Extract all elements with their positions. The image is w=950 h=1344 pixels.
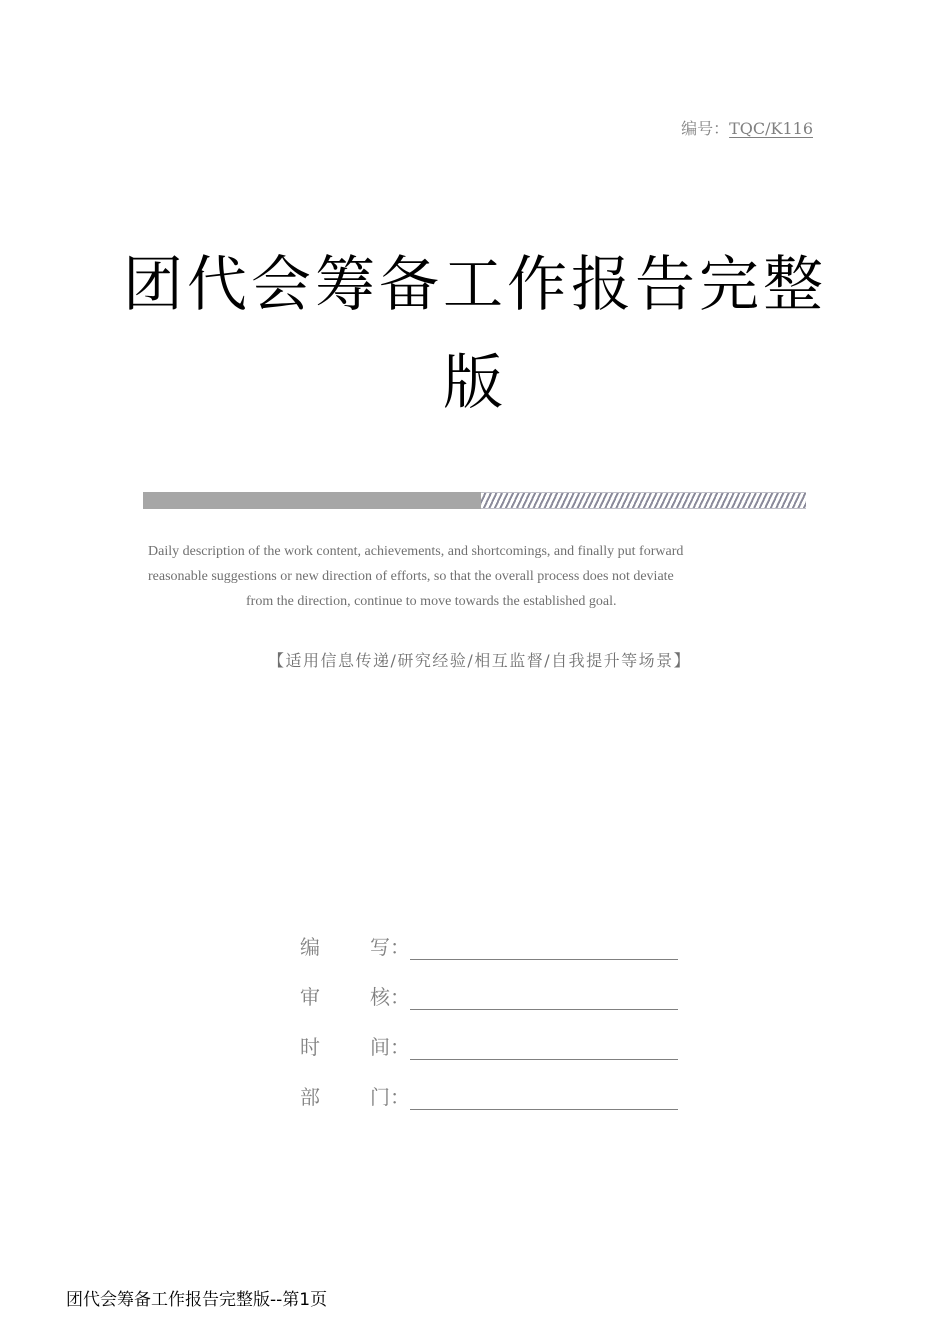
form-field-department[interactable]	[410, 1085, 678, 1110]
document-title	[120, 236, 830, 432]
description-line-2: reasonable suggestions or new direction of efforts, so that the overall process does not deviate	[148, 569, 674, 584]
form-label-reviewer	[300, 982, 410, 1012]
form-label-colon: ：	[390, 985, 410, 1009]
signature-form	[300, 912, 678, 1112]
divider-solid-bar	[143, 492, 481, 509]
document-description	[148, 539, 693, 614]
form-row-time	[300, 1012, 678, 1062]
form-label-char: 间	[370, 1035, 390, 1059]
form-row-author	[300, 912, 678, 962]
document-code-value: TQC/K116	[729, 119, 813, 138]
form-label-char: 部	[300, 1085, 320, 1109]
document-code	[681, 116, 813, 139]
title-line-1: 团代会筹备工作报告完整	[123, 250, 827, 320]
form-field-time[interactable]	[410, 1035, 678, 1060]
document-code-label: 编号：	[681, 119, 730, 138]
form-label-colon: ：	[390, 1085, 410, 1109]
form-row-reviewer	[300, 962, 678, 1012]
description-line-3: from the direction, continue to move towards the established goal.	[246, 594, 617, 609]
form-field-author[interactable]	[410, 935, 678, 960]
form-label-time	[300, 1032, 410, 1062]
form-field-reviewer[interactable]	[410, 985, 678, 1010]
form-label-colon: ：	[390, 1035, 410, 1059]
title-line-2: 版	[443, 348, 507, 418]
applicable-scenarios: 【适用信息传递/研究经验/相互监督/自我提升等场景】	[268, 651, 692, 670]
form-label-char: 核	[370, 985, 390, 1009]
form-label-char: 写	[370, 935, 390, 959]
divider-hatched-bar	[481, 492, 806, 509]
description-line-1: Daily description of the work content, achievements, and shortcomings, and finally put forward	[148, 544, 684, 559]
form-label-char: 时	[300, 1035, 320, 1059]
form-label-char: 编	[300, 935, 320, 959]
decorative-divider	[143, 492, 806, 509]
form-label-author	[300, 932, 410, 962]
form-row-department	[300, 1062, 678, 1112]
form-label-char: 门	[370, 1085, 390, 1109]
form-label-department	[300, 1082, 410, 1112]
form-label-colon: ：	[390, 935, 410, 959]
page-footer: 团代会筹备工作报告完整版--第1页	[66, 1290, 328, 1310]
form-label-char: 审	[300, 985, 320, 1009]
